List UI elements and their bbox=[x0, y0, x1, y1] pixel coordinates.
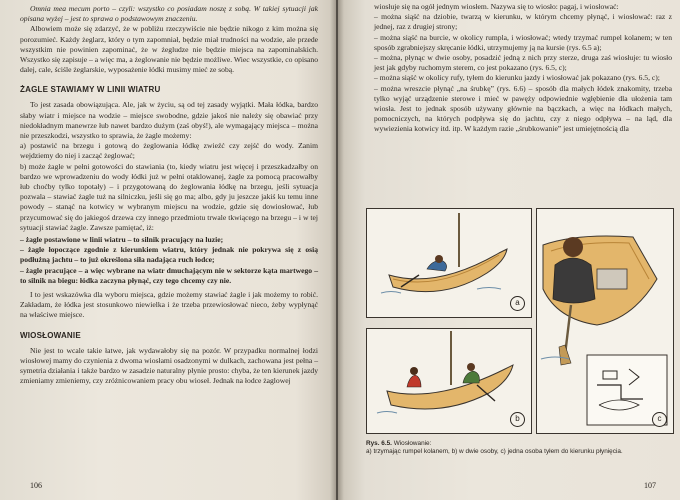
rowing-method-item: – można siąść na burcie, w okolicy rumpla, i wiosłować; wtedy trzymać rumpel kolanem; w ten sposób zgrabniejszy skręcanie łódki, utrzymujemy ją na kursie (rys. 6.5 a); bbox=[374, 32, 672, 52]
rowing-method-item: – można siąść na dziobie, twarzą w kierunku, w którym chcemy płynąć, i wiosłować: raz z jednej, raz z drugiej strony; bbox=[374, 12, 672, 32]
figure-panel-c bbox=[536, 208, 674, 434]
page-number-left: 106 bbox=[30, 481, 42, 490]
caption-body: a) trzymając rumpel kolanem, b) w dwie osoby, c) jedna osoba tyłem do kierunku płynięcia. bbox=[366, 448, 623, 456]
sail-rules-list bbox=[20, 235, 318, 286]
panel-label-a: a bbox=[510, 296, 525, 311]
right-intro: wiosłuje się na ogół jednym wiosłem. Nazywa się to wiosło: pagaj, i wiosłować: bbox=[374, 2, 619, 11]
left-body2: I to jest wskazówka dla wyboru miejsca, gdzie możemy stawiać żagle i jak możemy to robić. Zakładam, że łódka jest stosunkowo niewielka i że trzeba przewiosłować nieco, żeby wypłynąć na właściwe miejsce. bbox=[20, 290, 318, 320]
figure-panel-b bbox=[366, 328, 532, 434]
caption-title: Rys. 6.5. bbox=[366, 440, 392, 447]
sail-rule-item: – żagle postawione w linii wiatru – to silnik pracujący na luzie; bbox=[20, 235, 224, 245]
figure-caption bbox=[366, 440, 666, 457]
left-intro-2: Albowiem może się zdarzyć, że w pobliżu rzeczywiście nie będzie nikogo z kim można się porozumieć. Każdy żeglarz, który o tym zapomniał, będzie miał trudności na wodzie, ale przede wszystkim nie powinien zapominać, że w żegludze nie będzie miejsca na zapominalskich. Wszystko się zapisuje – a więc ma, a żeglowanie nie będzie możliwe. Wiec wszystkie, co opisano dalej, cale, ściśle żeglarskie, wyposażenie łódki musimy mieć ze sobą. bbox=[20, 24, 318, 75]
sail-rule-item: – żagle pracujące – a więc wybrane na wiatr dmuchającym nie w sektorze kąta martwego – to silnik na biegu: łódka zaczyna płynąć, czy tego chcemy czy nie. bbox=[20, 265, 318, 285]
left-body3: Nie jest to wcale takie łatwe, jak wydawałoby się na pozór. W przypadku normalnej łodzi wiosłowej mamy do czynienia z dwoma wiosłami osadzonymi w dulkach, zachowana jest pełna – symetria działania i także bardzo w zasadzie naturalny płynie prosto: chyba, że ten kierunek jazdy zmieniamy zmieniemy, czy zróżnicowaniem pracy obu wioseł. Jednak na łodce żaglowej bbox=[20, 345, 318, 386]
section-heading-sails: ŻAGLE STAWIAMY W LINII WIATRU bbox=[20, 85, 161, 95]
rowing-method-item: – można siąść w okolicy rufy, tyłem do kierunku jazdy i wiosłować jak pokazano (rys. 6.5, c); bbox=[374, 73, 660, 83]
caption-title-rest: Wiosłowanie: bbox=[393, 440, 432, 447]
page-number-right: 107 bbox=[644, 481, 656, 490]
book-gutter bbox=[330, 0, 344, 500]
left-body1-p1: To jest zasada obowiązująca. Ale, jak w życiu, są od tej zasady wyjątki. Mała łódka, bardzo słaby wiatr i miejsce na wodzie – miejsce swobodne, gdzie jakoś nie należy się obawiać przy niedokładnym manewrze łub nawet bardzo dużym (zaś obyś!), ale wymagający miejsca – można nie przeszkodzi, wszystko to sprawia, że żagle możemy: bbox=[20, 100, 318, 141]
sail-rule-item: – żagle łopoczące zgodnie z kierunkiem wiatru, który jednak nie pokrywa się z osią podłużną jachtu – to już określona siła nadająca ruch łodce; bbox=[20, 245, 318, 265]
left-body1-p3: b) może żagle w pełni gotowości do stawiania (to, kiedy wiatru jest więcej i przeszkadzałby on bardzo we wprowadzeniu do wody łódki już w pełni otaklowanej, żagle za pomocą pracowałby łub choćby tylko topotały) – i przygotowaną do żeglowania łódkę na brzegu, jeśli sytuacja pozwala – stawiać żagle tuż na silniczku, jeśli się go ma; albo, gdy ju jeszcze jakiś ku temu inne powody – stanąć na kotwicy w wybranym miejscu na wodzie, gdzie się dowiosłować, łub przycumować się do jakiegoś drzewa czy innego przedmiotu trwale tkwiącego na brzegu – i w tej sytuacji stawiać żagle. Zawsze pamiętać, iż: bbox=[20, 161, 318, 232]
figure-panel-a bbox=[366, 208, 532, 318]
rowing-method-item: – można, płynąc w dwie osoby, posadzić jedną z nich przy sterze, druga zaś wiosłuje: tu wiosło jest jak gdyby ruchomym sterem, co jest pokazano (rys. 6.5, c); bbox=[374, 53, 672, 73]
boat-illustration-c bbox=[537, 209, 673, 433]
right-page bbox=[338, 0, 680, 500]
panel-label-c: c bbox=[652, 412, 667, 427]
left-body1-p2: a) postawić na brzegu i gotową do żeglowania łódkę zwieźć czy zejść do wody. Zanim wejdziemy do niej i zacząć żeglować; bbox=[20, 141, 318, 161]
rowing-method-item: – można wreszcie płynąć „na śrubkę” (rys. 6.6) – sposób dla małych łódek znakomity, trzeba tylko wyjąć urządzenie sterowe i mieć w pawęży odpowiednie wgłębienie dla ułożenia tam wiosła. Jest to jednak sposób używany głównie na bączkach, a więc na łódkach małych, pomocniczych, na których podpływa się do jachtu, czy z niego odpływa – na ląd, dla wywiezienia kotwicy itd. itp. W każdym razie „śrubkowanie” jest umiejętnością dla bbox=[374, 83, 672, 134]
section-heading-rowing: WIOSŁOWANIE bbox=[20, 330, 81, 340]
left-page bbox=[0, 0, 336, 500]
panel-label-b: b bbox=[510, 412, 525, 427]
boat-illustration-a bbox=[367, 209, 531, 317]
left-intro-1: Omnia mea mecum porto – czyli: wszystko co posiadam noszę z sobą. W takiej sytuacji jak opisana wyżej – jest to sprawa o podstawowym znaczeniu. bbox=[20, 4, 318, 24]
boat-illustration-b bbox=[367, 329, 531, 433]
